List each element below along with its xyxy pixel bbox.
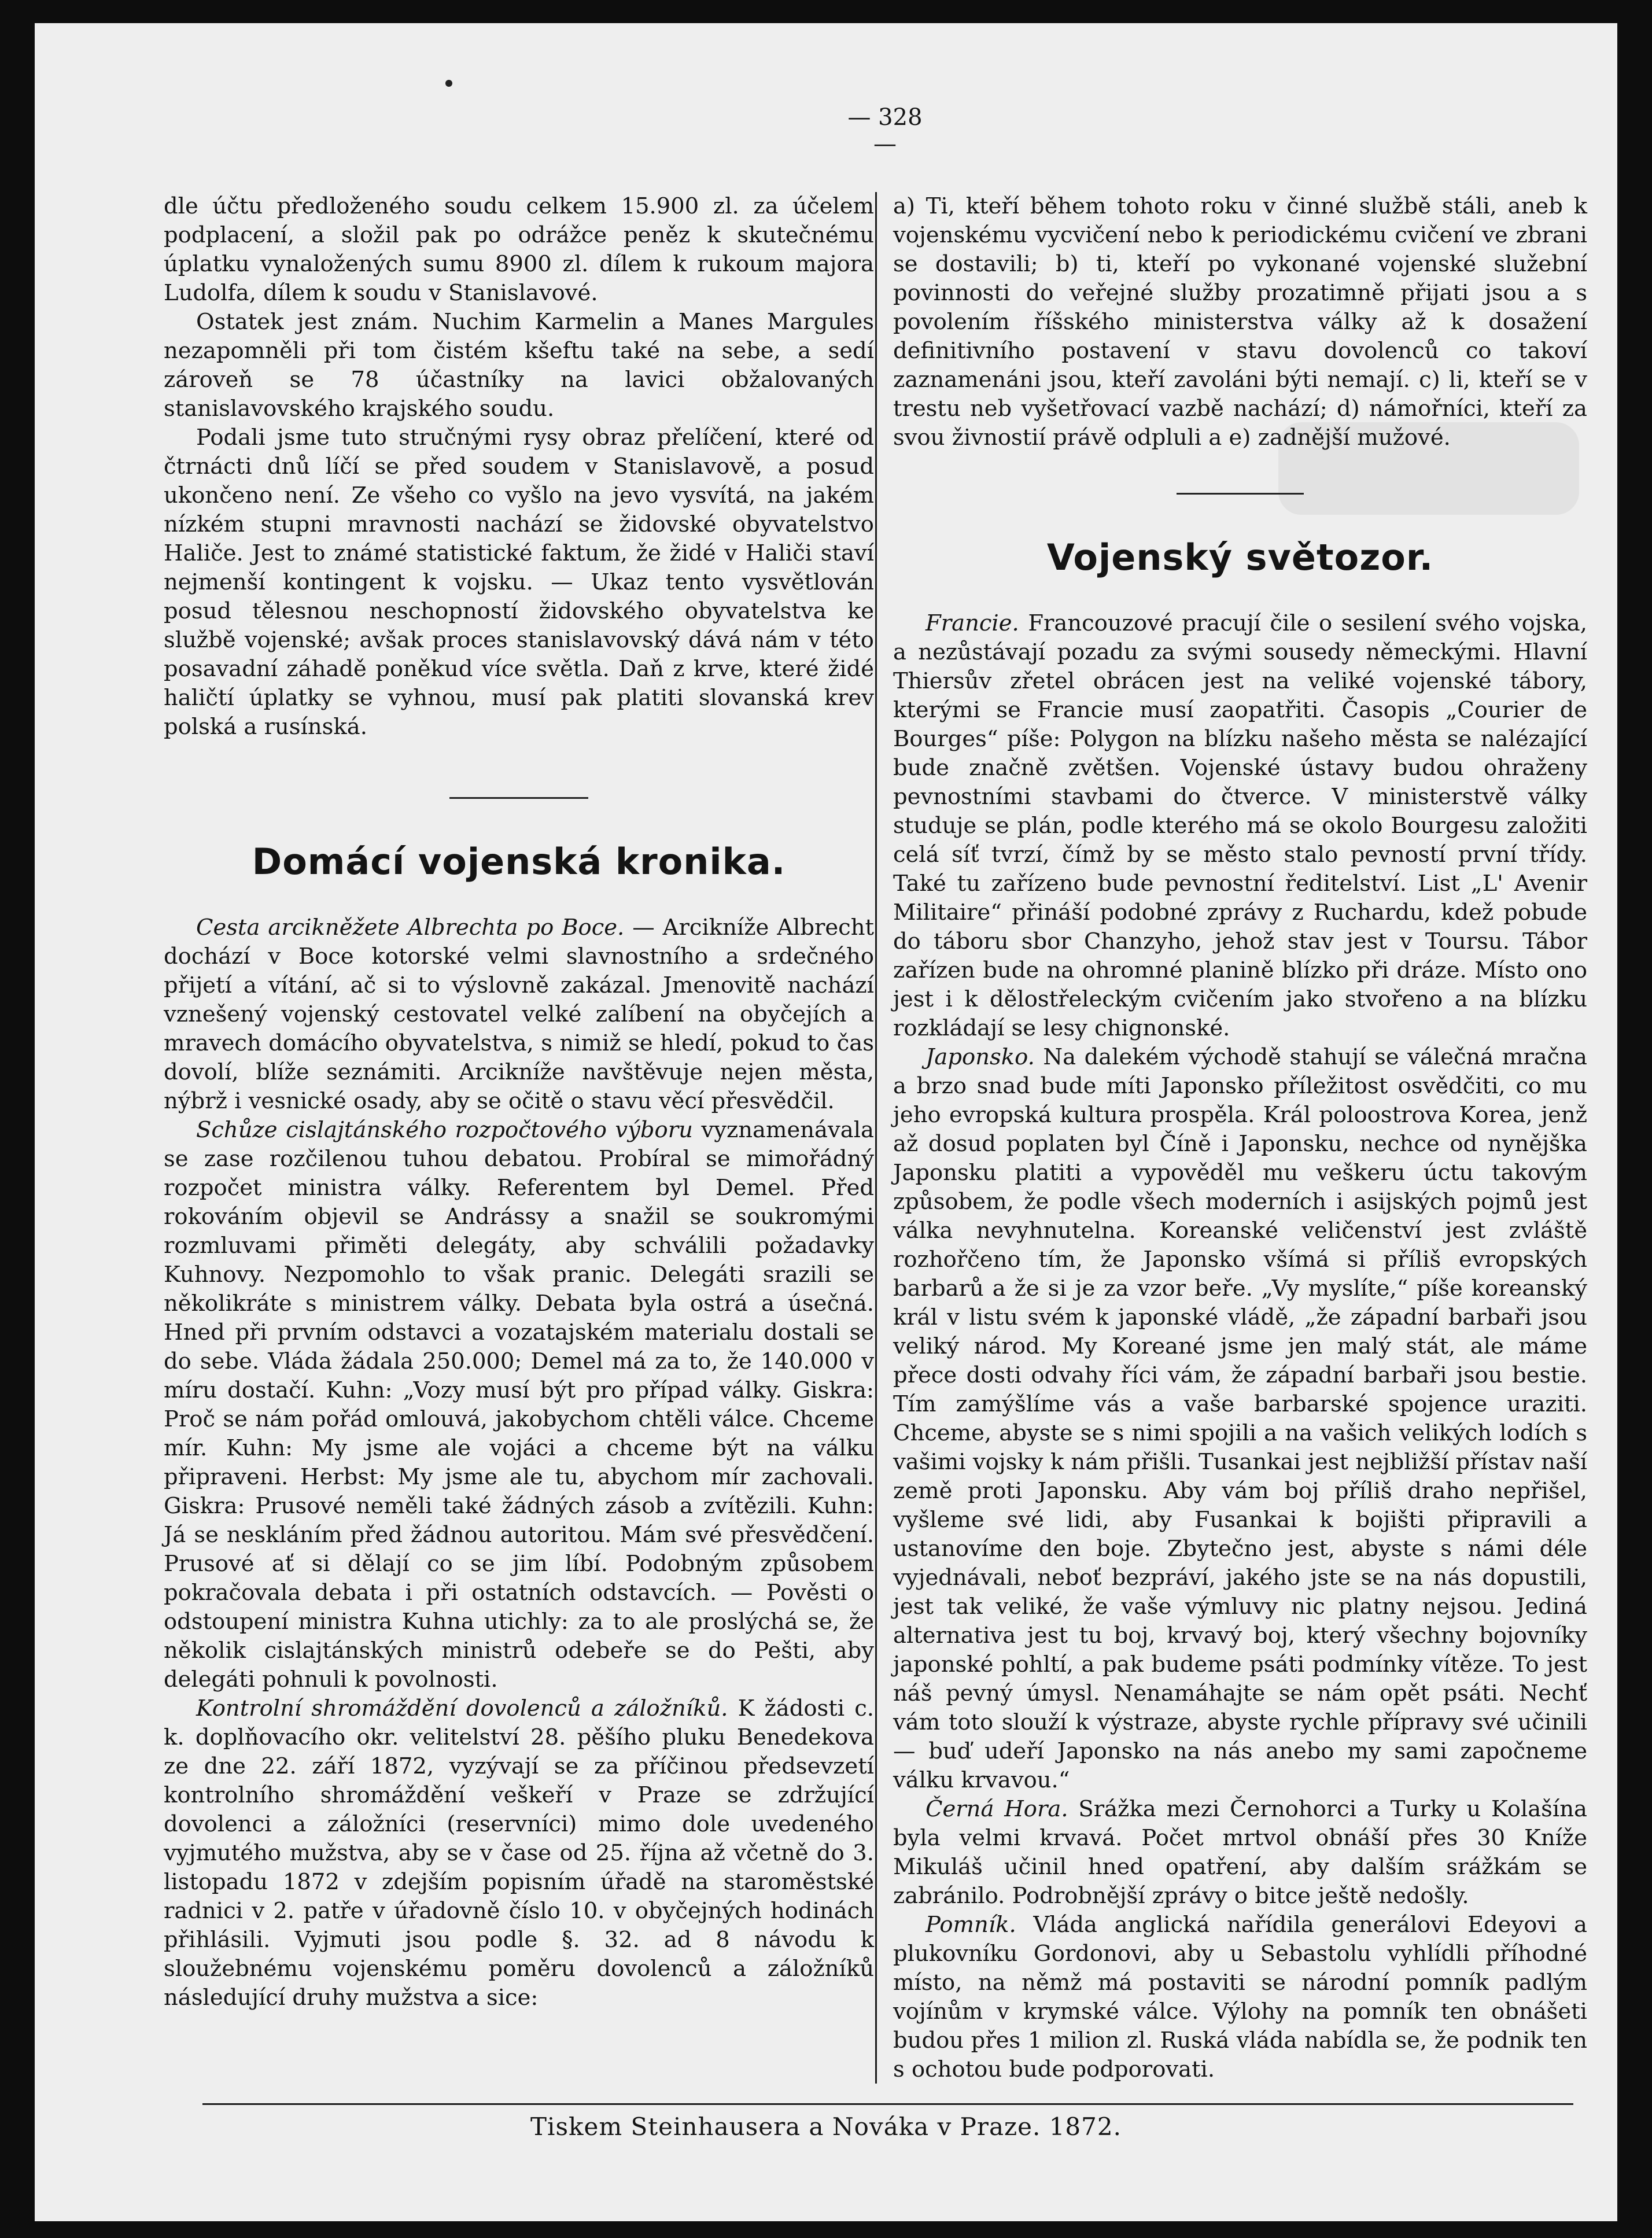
article-text: Na dalekém východě stahují se válečná mračna a brzo snad bude míti Japonsko příležitost osvědčiti, co mu jeho evropská kultura prospěla. Král poloostrova Korea, jenž až dosud poplaten byl Číně i Japonsku, nechce od nynějška Japonsku platiti a vypověděl mu veškeru úctu takovým způsobem, že podle všech moderních i asijských pojmů jest válka nevyhnutelna. Koreanské veličenství jest zvláště rozhořčeno tím, že Japonsko všímá si příliš evropských barbarů a že si je za vzor beře. „Vy myslíte,“ píše koreanský král v listu svém k japonské vládě, „že západní barbaři jsou veliký národ. My Koreané jsme jen malý stát, ale máme přece dosti odvahy říci vám, že západní barbaři jsou bestie. Tím zamýšlíme vás a vaše barbarské spojence uraziti. Chceme, abyste se s nimi spojili a na vašich velikých lodích s vašimi vojsky k nám přišli. Tusankai jest nejbližší přístav naší země proti Japonsku. Aby vám boj příliš draho nepřišel, vyšleme své lidi, aby Fusankai k bojišti připravili a ustanovíme den boje. Zbytečno jest, abyste s námi déle vyjednávali, neboť bezpráví, jakého jste se na nás dopustili, jest tak veliké, že vaše výmluvy nic platny nejsou. Jediná alternativa jest tu boj, krvavý boj, který všechny bojovníky japonské pohltí, a pak budeme psáti podmínky vítěze. To jest náš pevný úmysl. Nenamáhajte se nám opět psáti. Nechť vám toto slouží k výstraze, abyste rychle přípravy své učinili — buď udeří Japonsko na nás anebo my sami započneme válku krvavou.“ [893,1044,1587,1793]
article-text: — Arcikníže Albrecht dochází v Boce kotorské velmi slavnostního a srdečného přijetí a vítání, ač si to výslovně zakázal. Jmenovitě nachází vznešený vojenský cestovatel velké zalíbení na obyčejích a mravech domácího obyvatelstva, s nimiž se hledí, pokud to čas dovolí, blíže seznámiti. Arcikníže navštěvuje nejen města, nýbrž i vesnické osady, aby se očitě o stavu věcí přesvědčil. [164,915,874,1114]
article-lead: Pomník. [925,1912,1016,1938]
section-divider [449,797,588,799]
page-number: — 328 — [847,104,923,157]
article-control-assembly [164,1694,874,2012]
article-text: vyznamenávala se zase rozčilenou tuhou debatou. Probíral se mimořádný rozpočet ministra války. Referentem byl Demel. Před rokováním objevil se Andrássy a snažil se soukromými rozmluvami přiměti delegáty, aby schválili požadavky Kuhnovy. Nezpomohlo to však pranic. Delegáti srazili se několikráte s ministrem války. Debata byla ostrá a úsečná. Hned při prvním odstavci a vozatajském materialu dostali se do sebe. Vláda žádala 250.000; Demel má za to, že 140.000 v míru dostačí. Kuhn: „Vozy musí být pro případ války. Giskra: Proč se nám pořád omlouvá, jakobychom chtěli válce. Chceme mír. Kuhn: My jsme ale vojáci a chceme být na válku připraveni. Herbst: My jsme ale tu, abychom mír zachovali. Giskra: Prusové neměli také žádných zásob a zvítězili. Kuhn: Já se neskláním před žádnou autoritou. Mám své přesvědčení. Prusové ať si dělají co se jim líbí. Podobným způsobem pokračovala debata i při ostatních odstavcích. — Pověsti o odstoupení ministra Kuhna utichly: za to ale proslýchá se, že několik cislajtánských ministrů odebeře se do Pešti, aby delegáti pohnuli k povolnosti. [164,1117,874,1693]
article-france [893,609,1587,1043]
left-continuation-paragraph-1: dle účtu předloženého soudu celkem 15.900 zl. za účelem podplacení, a složil pak po odrážce peněz k skutečnému úplatku vynaložených sumu 8900 zl. dílem k rukoum majora Ludolfa, dílem k soudu v Stanislavové. [164,193,874,306]
footer-rule [202,2103,1573,2105]
article-lead: Francie. [925,610,1019,636]
ink-dot [445,80,452,87]
left-column [164,192,874,2012]
article-albrecht [164,913,874,1116]
article-lead: Schůze cislajtánského rozpočtového výboru [196,1117,693,1143]
printer-imprint: Tiskem Steinhausera a Nováka v Praze. 1872. [530,2112,1122,2141]
newspaper-page [35,23,1617,2221]
article-japan [893,1043,1587,1795]
article-lead: Japonsko. [925,1044,1035,1070]
article-text: Vláda anglická nařídila generálovi Edeyovi a plukovníku Gordonovi, aby u Sebastolu vyhlídli příhodné místo, na němž má postaviti se národní pomník padlým vojínům v krymské válce. Výlohy na pomník ten obnášeti budou přes 1 milion zl. Ruská vláda nabídla se, že podnik ten s ochotou bude podporovati. [893,1912,1587,2082]
article-budget-committee [164,1116,874,1694]
article-montenegro [893,1795,1587,1911]
left-continuation-paragraph-2: Ostatek jest znám. Nuchim Karmelin a Manes Margules nezapomněli při tom čistém kšeftu také na sebe, a sedí zároveň se 78 účastníky na lavici obžalovaných stanislavovského krajského soudu. [164,309,874,422]
section-title-domestic-chronicle: Domácí vojenská kronika. [252,840,786,883]
right-continuation-paragraph: a) Ti, kteří během tohoto roku v činné službě stáli, aneb k vojenskému vycvičení nebo k periodickému cvičení ve zbrani se dostavili; b) ti, kteří po vykonané vojenské služební povinnosti do veřejné služby prozatimně přijati jsou a s povolením říšského ministerstva války až k dosažení definitivního postavení v stavu dovolenců co takoví zaznamenáni jsou, kteří zavoláni býti nemají. c) li, kteří se v trestu neb vyšetřovací vazbě nachází; d) námořníci, kteří za svou živnostií právě odpluli a e) zadnější mužové. [893,193,1587,451]
article-lead: Kontrolní shromáždění dovolenců a záložníků. [196,1695,728,1721]
article-lead: Černá Hora. [925,1796,1068,1822]
left-continuation-paragraph-3: Podali jsme tuto stručnými rysy obraz přelíčení, které od čtrnácti dnů líčí se před soudem v Stanislavově, a posud ukončeno není. Ze všeho co vyšlo na jevo vysvítá, na jakém nízkém stupni mravnosti nachází se židovské obyvatelstvo Haliče. Jest to známé statistické faktum, že židé v Haliči staví nejmenší kontingent k vojsku. — Ukaz tento vysvětlován posud tělesnou neschopností židovského obyvatelstva ke službě vojenské; avšak proces stanislavovský dává nám v této posavadní záhadě poněkud více světla. Daň z krve, které židé haličtí úplatky se vyhnou, musí pak platiti slovanská krev polská a rusínská. [164,425,874,740]
article-text: K žádosti c. k. doplňovacího okr. velitelství 28. pěšího pluku Benedekova ze dne 22. září 1872, vyzývají se za příčinou předsevzetí kontrolního shromáždění veškeří v Praze se zdržující dovolenci a záložníci (reservníci) mimo dole uvedeného vyjmutého mužstva, aby se v čase od 25. října až včetně do 3. listopadu 1872 v zdejším popisním úřadě na staroměstské radnici v 2. patře v úřadovně číslo 10. v obyčejných hodinách přihlásili. Vyjmuti jsou podle §. 32. ad 8 návodu k sloužebnému vojenskému poměru dovolenců a záložníků následující druhy mužstva a sice: [164,1695,874,2011]
right-column [875,192,1587,2084]
article-lead: Cesta arcikněžete Albrechta po Boce. [196,915,625,941]
article-text: Srážka mezi Černohorci a Turky u Kolašína byla velmi krvavá. Počet mrtvol obnáší přes 30 Kníže Mikuláš učinil hned opatření, aby dalším srážkám se zabránilo. Podrobnější zprávy o bitce ještě nedošly. [893,1796,1587,1909]
article-text: Francouzové pracují čile o sesilení svého vojska, a nezůstávají pozadu za svými sousedy německými. Hlavní Thiersův zřetel obrácen jest na veliké vojenské tábory, kterými se Francie musí zaopatřiti. Časopis „Courier de Bourges“ píše: Polygon na blízku našeho města se nalézající bude značně zvětšen. Vojenské ústavy budou ohraženy pevnostními stavbami do čtverce. V ministerstvě války studuje se plán, podle kterého má se okolo Bourgesu založiti celá síť tvrzí, čímž by se město stalo pevností první třídy. Také tu zařízeno bude pevnostní ředitelství. List „L' Avenir Militaire“ přináší podobné zprávy z Ruchardu, kdež pobude do táboru sbor Chanzyho, jehož stav jest v Toursu. Tábor zařízen bude na ohromné planině blízko při dráze. Místo ono jest i k dělostřeleckým cvičením jako stvořeno a na blízku rozkládají se lesy chignonské. [893,610,1587,1041]
section-divider [1177,493,1304,495]
article-monument [893,1911,1587,2084]
section-title-world-military-review: Vojenský světozor. [1046,536,1434,578]
